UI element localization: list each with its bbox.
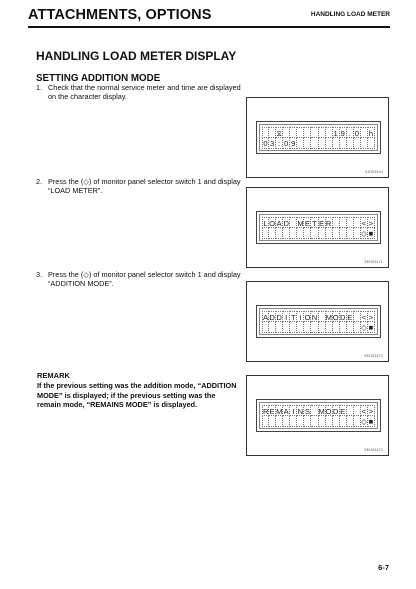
display-char-cell (269, 228, 276, 239)
display-char-cell (276, 228, 283, 239)
display-char-cell: D (283, 219, 289, 228)
display-char-cell (354, 322, 361, 333)
display-char-cell (319, 322, 326, 333)
step-number: 3. (36, 270, 43, 279)
page-title: HANDLING LOAD METER DISPLAY (36, 49, 237, 63)
display-char-cell: . (347, 127, 354, 138)
display-char-cell (290, 416, 297, 427)
display-char-cell: 1 (333, 129, 338, 138)
display-char-cell (333, 416, 340, 427)
display-char-cell (304, 228, 311, 239)
figure-service-meter-display (246, 97, 389, 178)
display-char-cell (347, 217, 354, 228)
display-char-cell: 0 (354, 129, 359, 138)
display-char-cell: M (276, 407, 283, 416)
display-char-cell: D (276, 313, 282, 322)
display-char-cell (326, 416, 333, 427)
remark-heading: REMARK (37, 371, 70, 380)
display-char-cell (311, 138, 318, 149)
display-char-cell: S (304, 407, 310, 416)
display-char-cell (340, 138, 347, 149)
display-char-cell (297, 322, 304, 333)
display-char-cell (304, 322, 311, 333)
figure-addition-mode-display (246, 281, 389, 362)
display-char-cell (319, 416, 326, 427)
display-char-cell: > (368, 313, 374, 322)
display-char-cell: A (263, 313, 269, 322)
figure-code: 9EH03473 (364, 448, 383, 452)
display-char-cell: A (276, 219, 282, 228)
display-char-cell (290, 127, 297, 138)
figure-remains-mode-display (246, 375, 389, 456)
display-char-cell (262, 228, 269, 239)
display-char-cell (326, 322, 333, 333)
display-char-cell (340, 228, 347, 239)
display-char-cell: M (325, 313, 332, 322)
display-char-cell (354, 217, 361, 228)
page-number: 6-7 (378, 563, 389, 572)
display-char-cell: ◇ (360, 417, 367, 426)
display-char-cell: I (290, 405, 297, 416)
display-char-cell (368, 138, 375, 149)
display-char-cell (262, 416, 269, 427)
display-char-cell (326, 228, 333, 239)
display-char-cell: D (339, 313, 346, 322)
display-char-cell: T (312, 219, 317, 228)
display-grid (262, 405, 375, 427)
display-char-cell (311, 127, 318, 138)
display-char-cell: 3 (269, 139, 275, 148)
display-char-cell (319, 228, 326, 239)
display-char-cell (297, 127, 304, 138)
display-char-cell: ■ (368, 229, 374, 238)
display-char-cell: 9 (291, 139, 296, 148)
display-char-cell: h (368, 129, 374, 138)
display-char-cell: E (304, 219, 310, 228)
character-display (256, 399, 381, 432)
display-char-cell (340, 217, 347, 228)
character-display (256, 305, 381, 338)
display-char-cell (347, 405, 354, 416)
figure-code: 9EH03472 (364, 354, 383, 358)
display-char-cell: ⧖ (276, 129, 282, 138)
display-char-cell: < (361, 219, 367, 228)
display-char-cell (347, 322, 354, 333)
step-text: Press the (◇) of monitor panel selector switch 1 and display “ADDITION MODE”. (48, 270, 241, 289)
display-char-cell (297, 138, 304, 149)
figure-load-meter-display (246, 187, 389, 268)
display-char-cell (269, 322, 276, 333)
display-char-cell: D (332, 407, 339, 416)
header-running-title: HANDLING LOAD METER (310, 11, 390, 18)
display-char-cell (311, 322, 318, 333)
character-display (256, 121, 381, 154)
display-char-cell (326, 127, 333, 138)
display-char-cell: ■ (368, 417, 374, 426)
display-char-cell (333, 138, 340, 149)
display-char-cell (354, 138, 361, 149)
display-char-cell (319, 311, 326, 322)
display-char-cell: R (263, 407, 269, 416)
display-char-cell: > (368, 219, 374, 228)
display-char-cell (283, 416, 290, 427)
display-char-cell (297, 228, 304, 239)
display-grid (262, 127, 375, 149)
display-char-cell (262, 322, 269, 333)
display-char-cell: O (269, 219, 276, 228)
display-char-cell: < (361, 313, 367, 322)
display-char-cell: M (297, 219, 304, 228)
display-char-cell (333, 217, 340, 228)
step-1 (36, 83, 241, 102)
display-char-cell (354, 405, 361, 416)
display-char-cell: : (276, 138, 283, 149)
display-char-cell (333, 322, 340, 333)
step-number: 1. (36, 83, 43, 92)
character-display (256, 211, 381, 244)
display-char-cell (319, 138, 326, 149)
step-text: Check that the normal service meter and time are displayed on the character display. (48, 83, 241, 102)
step-text: Press the (◇) of monitor panel selector switch 1 and display “LOAD METER”. (48, 177, 241, 196)
display-char-cell: D (269, 313, 275, 322)
display-char-cell (311, 416, 318, 427)
display-char-cell: O (332, 313, 339, 322)
display-char-cell: A (283, 407, 289, 416)
display-char-cell (311, 228, 318, 239)
figure-code: 9EH03471 (364, 260, 383, 264)
display-char-cell (276, 322, 283, 333)
display-char-cell: N (311, 313, 318, 322)
display-char-cell (283, 322, 290, 333)
display-char-cell: T (290, 313, 296, 322)
display-char-cell (361, 127, 368, 138)
display-char-cell: N (297, 407, 304, 416)
display-char-cell: 0 (284, 139, 289, 148)
display-char-cell (283, 127, 290, 138)
display-char-cell (354, 228, 361, 239)
display-char-cell: ■ (368, 323, 374, 332)
display-char-cell (326, 138, 333, 149)
display-char-cell: E (347, 313, 353, 322)
display-char-cell: ◇ (360, 323, 367, 332)
display-char-cell (276, 416, 283, 427)
display-char-cell: O (304, 313, 311, 322)
display-char-cell: M (318, 407, 325, 416)
display-char-cell (269, 127, 276, 138)
display-char-cell (304, 416, 311, 427)
display-char-cell (290, 217, 297, 228)
display-char-cell: I (283, 311, 290, 322)
display-char-cell (297, 416, 304, 427)
display-char-cell (340, 416, 347, 427)
display-char-cell (283, 228, 290, 239)
display-char-cell (361, 138, 368, 149)
display-char-cell: < (361, 407, 367, 416)
header-rule (28, 26, 390, 28)
display-char-cell: 9 (340, 129, 345, 138)
step-2 (36, 177, 241, 196)
display-char-cell (269, 416, 276, 427)
display-char-cell: > (368, 407, 374, 416)
display-char-cell: 0 (263, 139, 268, 148)
display-char-cell (319, 127, 326, 138)
display-char-cell (262, 127, 269, 138)
display-char-cell (347, 416, 354, 427)
step-number: 2. (36, 177, 43, 186)
display-char-cell: E (318, 219, 325, 228)
display-char-cell (347, 138, 354, 149)
display-char-cell (354, 311, 361, 322)
display-char-cell: E (269, 407, 275, 416)
figure-code: 9JH03944 (365, 170, 383, 174)
step-3 (36, 270, 241, 289)
display-char-cell (304, 138, 311, 149)
display-char-cell: O (325, 407, 332, 416)
display-char-cell (304, 127, 311, 138)
display-char-cell (333, 228, 340, 239)
display-char-cell: ◇ (360, 229, 367, 238)
display-char-cell: R (325, 219, 332, 228)
display-char-cell (311, 405, 318, 416)
display-char-cell (290, 322, 297, 333)
header-section-title: ATTACHMENTS, OPTIONS (28, 7, 212, 23)
remark-text: If the previous setting was the addition mode, “ADDITION MODE” is displayed; if the previous setting was the remain mode, “REMAINS MODE” is displayed. (37, 381, 237, 410)
procedure-title: SETTING ADDITION MODE (36, 73, 161, 84)
display-grid (262, 217, 375, 239)
display-grid (262, 311, 375, 333)
display-char-cell: E (340, 407, 346, 416)
display-char-cell (290, 228, 297, 239)
display-char-cell: I (297, 311, 304, 322)
display-char-cell: L (263, 219, 268, 228)
display-char-cell (340, 322, 347, 333)
display-char-cell (354, 416, 361, 427)
display-char-cell (347, 228, 354, 239)
